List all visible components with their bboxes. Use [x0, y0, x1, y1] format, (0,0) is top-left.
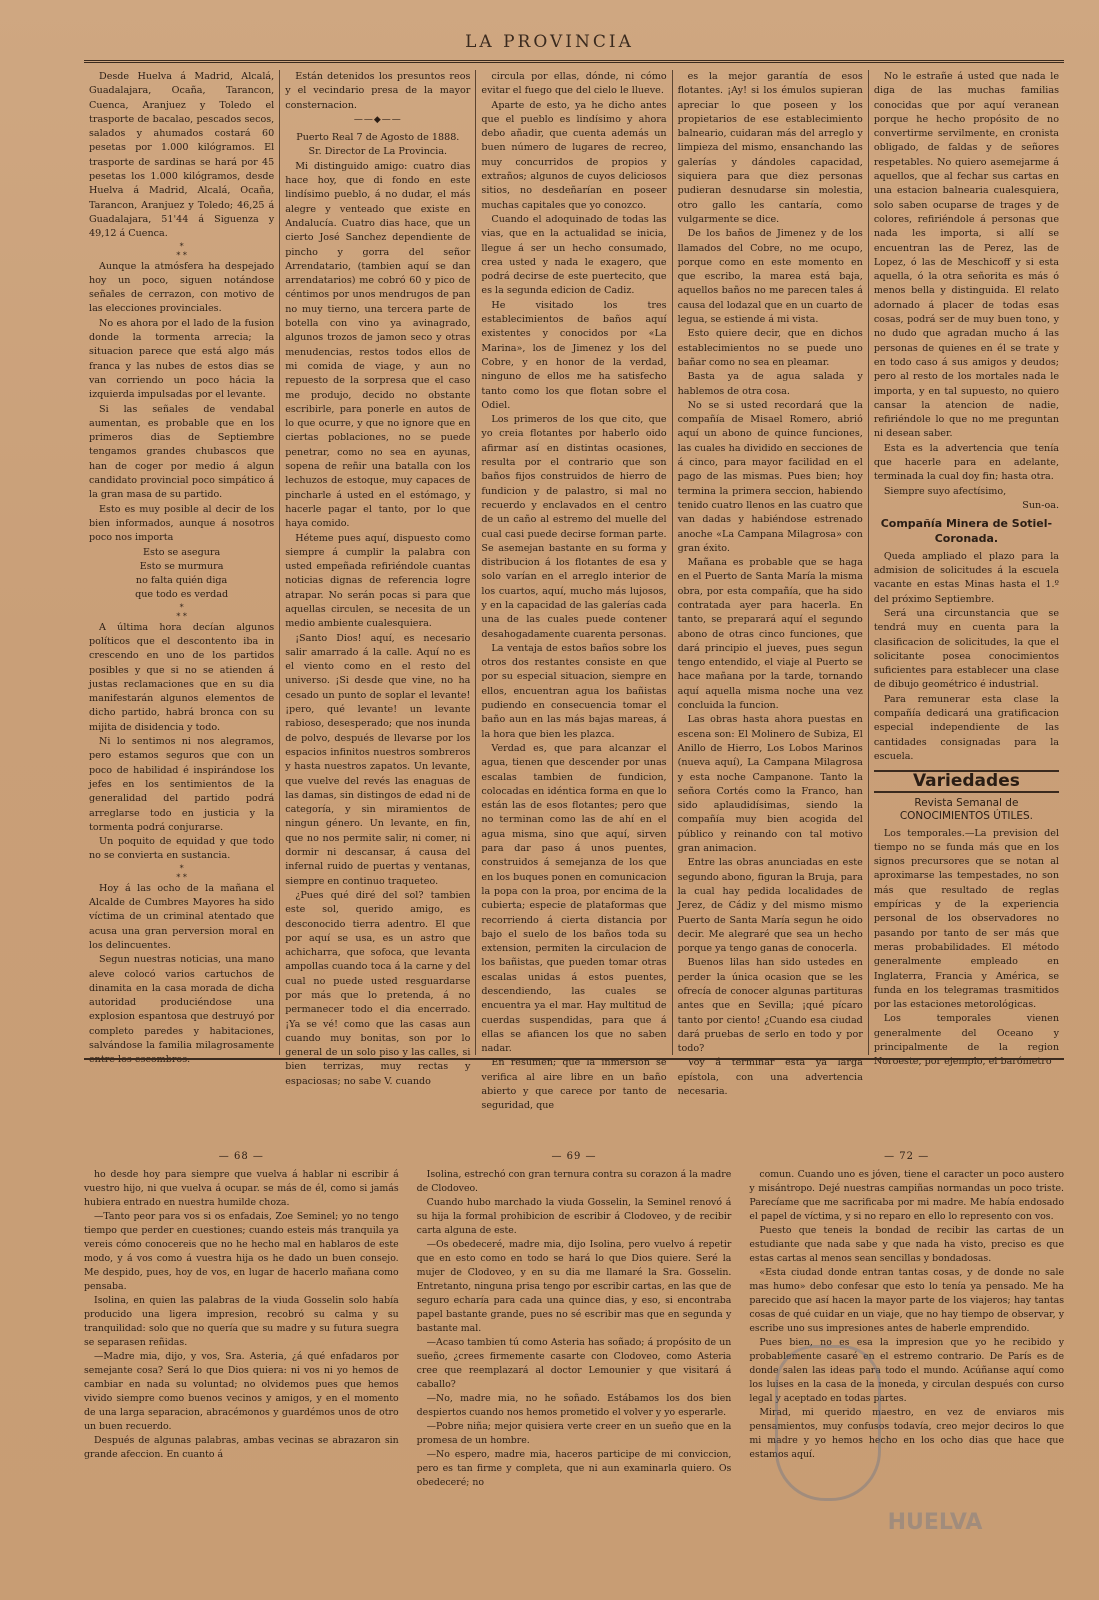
paragraph: No se si usted recordará que la compañía de Misael Romero, abrió aquí un abono de quince funciones, las cuales ha dividido en secciones de á cinco, para mayor facilidad en el pago de las mismas. Pues bien; hoy termina la primera seccion, habiendo tenido cuatro llenos en las cuatro que van dadas y habiéndose estrenado anoche «La Campana Milagrosa» con gran éxito.: [677, 399, 863, 554]
paragraph: Están detenidos los presuntos reos y el vecindario presa de la mayor consternacion.: [285, 71, 471, 111]
asterism: * * *: [176, 241, 187, 260]
folletin-column-1: [84, 1150, 399, 1570]
top-rule: [84, 60, 1064, 63]
paragraph: circula por ellas, dónde, ni cómo evitar el fuego que del cielo le llueve.: [481, 71, 667, 97]
paragraph: Para remunerar esta clase la compañía dedicará una gratificacion especial independiente de las cantidades consignadas para la escuela.: [873, 693, 1060, 762]
paragraph: Un poquito de equidad y que todo no se convierta en sustancia.: [89, 836, 275, 862]
paragraph: Verdad es, que para alcanzar el agua, tienen que descender por unas escalas tambien de fundicion, colocadas en idéntica forma en que lo están las de esos flotantes; pero que no terminan como las de ahí en el agua misma, sino que aquí, sirven para dar paso á unos puentes, construidos á semejanza de los que en los buques ponen en comunicacion la popa con la proa, por encima de la cubierta; especie de plataformas que recorriendo á cierta distancia por bajo el suelo de los baños toda su extension, permiten la circulacion de los bañistas, que pueden tomar otras escalas unidas á estos puentes, descendiendo, las cuales se encuentra ya el mar. Hay multitud de cuerdas suspendidas, para que á ellas se afiancen los que no saben nadar.: [481, 742, 667, 1055]
page-number: — 68 —: [218, 1151, 264, 1162]
paragraph: No es ahora por el lado de la fusion donde la tormenta arrecia; la situacion parece que está algo más franca y las nubes de estos dias se van corriendo un poco hácia la izquierda impulsadas por el levante.: [89, 317, 275, 401]
variedades-heading: Variedades: [874, 770, 1059, 792]
revista-line-2: CONOCIMIENTOS ÚTILES.: [899, 809, 1033, 822]
paragraph: Siempre suyo afectísimo,: [883, 485, 1007, 497]
verse-line: Esto se asegura: [142, 546, 221, 558]
column-3: [475, 70, 671, 1112]
salutation: Sr. Director de La Provincia.: [308, 146, 448, 158]
paragraph: «Esta ciudad donde entran tantas cosas, y de donde no sale mas humo» debo confesar que esto lo tenía ya pensado. Me ha parecido que así hacen la mayor parte de los viajeros; hay tantas cosas de qué cuidar en un viaje, que no hay tiempo de observar, y escribe uno sus impresiones antes de haberle emprendido.: [749, 1267, 1065, 1334]
paragraph: Voy á terminar esta ya larga epístola, con una advertencia necesaria.: [677, 1057, 863, 1098]
paragraph: Mi distinguido amigo: cuatro dias hace hoy, que di fondo en este lindísimo pueblo, á no dudar, el más alegre y venteado que existe en Andalucía. Cuatro dias hace, que un cierto José Sanchez dependiente de pincho y gorra del señor Arrendatario, (tambien aquí se dan arrendatarios) me cobró 60 y pico de céntimos por unos mendrugos de pan no muy tierno, una tercera parte de botella con vino ya avinagrado, algunos trozos de jamon seco y otras menudencias, restos todos ellos de mi comida de viage, y aun no repuesto de la sorpresa que el caso me produjo, decido no obstante escribirle, para ponerle en autos de lo que ocurre, y que no ignore que en ciertas poblaciones, no se puede penetrar, como no sea en ayunas, sopena de reñir una batalla con los lechuzos de estoque, muy capaces de pincharle á usted en el estómago, y hacerle pagar el tanto, por lo que haya comido.: [285, 160, 471, 530]
paragraph: Esta es la advertencia que tenía que hacerle para en adelante, terminada la cual doy fin; hasta otra.: [873, 442, 1060, 483]
paragraph: En resumen; que la inmersion se verifica al aire libre en un baño abierto y que carece por tanto de seguridad, que: [481, 1057, 667, 1112]
paragraph: es la mejor garantía de esos flotantes. ¡Ay! si los émulos supieran apreciar lo que poseen y los propietarios de ese establecimiento balneario, cuidaran más del arreglo y limpieza del mismo, ensanchando las galerías y dándoles capacidad, siquiera para que diez personas pudieran desnudarse sin molestia, otro gallo les cantaría, como vulgarmente se dice.: [677, 71, 863, 225]
paragraph: No le estrañe á usted que nada le diga de las muchas familias conocidas que por aquí veranean porque he hecho propósito de no convertirme servilmente, en cronista obligado, de faldas y de señores respetables. No quiero asemejarme á aquellos, que al fechar sus cartas en una estacion balnearia cualesquiera, solo saben ocuparse de trages y de colores, refiriéndole á personas que nada les importa, si allí se encuentran las de Perez, las de Lopez, ó las de Meschicoff y si esta aquella, ó la otra señorita es más ó menos bella y distinguida. El relato adornado á placer de todas esas cosas, podrá ser de muy buen tono, y no dudo que agradan mucho á las personas de quienes en él se trate y en todo caso á sus amigos y deudos; pero al resto de los mortales nada le importa, y en tal supuesto, no quiero cansar la atencion de nadie, refiriéndole lo que no me preguntan ni desean saber.: [873, 71, 1060, 440]
revista-title: [874, 797, 1059, 823]
paragraph: Buenos lilas han sido ustedes en perder la única ocasion que se les ofrecía de conocer algunas partituras antes que en Sevilla; ¡qué pícaro tanto por ciento! ¿Cuando esa ciudad dará pruebas de serlo en todo y por todo?: [677, 957, 863, 1055]
paragraph: A última hora decían algunos políticos que el descontento iba in crescendo en uno de los partidos posibles y que si no se atienden á justas reclamaciones que en su dia manifestarán algunos elementos de dicho partido, habrá bronca con su mijita de disidencia y todo.: [89, 621, 275, 733]
page-number: — 72 —: [884, 1151, 930, 1162]
dateline: Puerto Real 7 de Agosto de 1888.: [296, 132, 460, 144]
asterism: * * *: [176, 602, 187, 621]
paragraph: Los temporales vienen generalmente del Oceano y principalmente de la region Noroeste, por ejemplo, el barómetro: [873, 1013, 1060, 1068]
paragraph: Aunque la atmósfera ha despejado hoy un poco, siguen notándose señales de cerrazon, con motivo de las elecciones provinciales.: [89, 260, 275, 315]
paragraph: Las obras hasta ahora puestas en escena son: El Molinero de Subiza, El Anillo de Hierro, Los Lobos Marinos (nueva aquí), La Campana Milagrosa y esta noche Campanone. Tanto la señora Cortés como la Franco, han sido aplaudidísimas, siendo la compañía muy bien acogida del público y reinando con tal motivo gran animacion.: [677, 714, 863, 855]
paragraph: ho desde hoy para siempre que vuelva á hablar ni escribir á vuestro hijo, ni que vuelva á ocupar. se más de él, como si jamás hubiera entrado en nuestra humilde choza.: [84, 1169, 399, 1208]
paragraph: —Os obedeceré, madre mia, dijo Isolina, pero vuelvo á repetir que en esto como en todo se hará lo que Dios quiere. Seré la mujer de Clodoveo, y en su dia me llamaré la Sra. Gosselin. Entretanto, ninguna prisa tengo por escribir cartas, en las que de seguro echaría para cada una quince dias, y eso, si encontraba papel bastante grande, pues no sé escribir mas que en segunda y bastante mal.: [416, 1239, 732, 1334]
paragraph: Basta ya de agua salada y hablemos de otra cosa.: [677, 371, 863, 397]
paragraph: Cuando el adoquinado de todas las vias, que en la actualidad se inicia, llegue á ser un hecho consumado, crea usted y nada le exagero, que podrá decirse de este puertecito, que es la segunda edicion de Cadiz.: [481, 213, 667, 297]
paragraph: —Madre mia, dijo, y vos, Sra. Asteria, ¿á qué enfadaros por semejante cosa? Será lo que Dios quiera: ni vos ni yo hemos de cambiar en nada su voluntad; no olvidemos pues que hemos vivido siempre como buenos vecinos y amigos, y en el momento de una larga separacion, abracémonos y guardémos unos de otro un buen recuerdo.: [84, 1351, 399, 1432]
column-1: [84, 70, 279, 1066]
verse-line: que todo es verdad: [135, 589, 229, 601]
paragraph: Después de algunas palabras, ambas vecinas se abrazaron sin grande afeccion. En cuanto á: [84, 1435, 399, 1460]
paragraph: Isolina, estrechó con gran ternura contra su corazon á la madre de Clodoveo.: [416, 1169, 732, 1194]
column-2: [279, 70, 475, 1087]
revista-line-1: Revista Semanal de: [914, 796, 1019, 809]
paragraph: Si las señales de vendabal aumentan, es probable que en los primeros dias de Septiembre tengamos grandes chubascos que han de coger por medio á algun candidato provincial poco simpático á la gran masa de su partido.: [89, 403, 275, 501]
signature: Sun-oa.: [1022, 499, 1060, 511]
paragraph: Pues bien, no es esa la impresion que yo he recibido y probablemente casaré en el estremo contrario. De París es de donde salen las ideas para todo el mundo. Acúñanse aquí como los luises en la casa de la moneda, y circulan después con curso legal y aceptado en todas partes.: [749, 1337, 1065, 1404]
verse-line: Esto se murmura: [139, 560, 224, 572]
watermark-text: HUELVA: [887, 1510, 983, 1535]
paragraph: Hoy á las ocho de la mañana el Alcalde de Cumbres Mayores ha sido víctima de un criminal atentado que acusa una gran perversion moral en los delincuentes.: [89, 882, 275, 951]
paragraph: Entre las obras anunciadas en este segundo abono, figuran la Bruja, para la cual hay pedida localidades de Jerez, de Cádiz y del mismo mismo Puerto de Santa María segun he oido decir. Me alegraré que sea un hecho porque ya tengo ganas de conocerla.: [677, 857, 863, 955]
folletin-column-2: [417, 1150, 732, 1570]
paragraph: Será una circunstancia que se tendrá muy en cuenta para la clasificacion de solicitudes, la que el solicitante posea conocimientos suficientes para establecer una clase de dibujo geométrico é industrial.: [873, 607, 1060, 691]
paragraph: Cuando hubo marchado la viuda Gosselin, la Seminel renovó á su hija la formal prohibicion de escribir á Clodoveo, y de recibir carta alguna de este.: [416, 1197, 732, 1236]
bottom-rule: [84, 1058, 1064, 1060]
verse-line: no falta quién diga: [135, 575, 228, 587]
paragraph: —No, madre mia, no he soñado. Estábamos los dos bien despiertos cuando nos hemos prometido el volver y yo esperarle.: [416, 1393, 732, 1418]
paragraph: Isolina, en quien las palabras de la viuda Gosselin solo había producido una ligera impresion, recobró su calma y su tranquilidad: solo que no quería que su madre y su futura suegra se separasen reñidas.: [84, 1295, 399, 1348]
paragraph: De los baños de Jimenez y de los llamados del Cobre, no me ocupo, porque como en este momento en que escribo, la marea está baja, aquellos baños no me parecen tales á causa del lodazal que en un cuarto de legua, se estiende á mi vista.: [677, 228, 863, 326]
paragraph: Los temporales.—La prevision del tiempo no se funda más que en los signos precursores que se notan al aproximarse las tempestades, no son más que resultado de reglas empíricas y de la experiencia personal de los observadores no pasando por tanto de ser más que meras probabilidades. El método generalmente empleado en Inglaterra, Francia y América, se funda en los telegramas trasmitidos por las estaciones metorológicas.: [873, 827, 1060, 1011]
ornament-divider: ——◆——: [353, 114, 402, 125]
paragraph: Puesto que teneis la bondad de recibir las cartas de un estudiante que nada sabe y que nada ha visto, preciso es que estas cartas al menos sean sencillas y bondadosas.: [749, 1225, 1065, 1264]
folletin-section: [84, 1150, 1064, 1570]
paragraph: Mañana es probable que se haga en el Puerto de Santa María la misma obra, por esta compañía, que ha sido contratada ayer para hacerla. En tanto, se preparará aquí el segundo abono de otras cinco funciones, que dará principio el jueves, pues segun tengo entendido, el viaje al Puerto se hace mañana por la tarde, tornando aquí aquella misma noche una vez concluida la funcion.: [677, 557, 863, 712]
paragraph: La ventaja de estos baños sobre los otros dos restantes consiste en que por su especial situacion, siempre en ellos, encuentran agua los bañistas pudiendo en consecuencia tomar el baño aun en las más bajas mareas, á la hora que bien les plazca.: [481, 642, 667, 740]
paragraph: Mirad, mi querido maestro, en vez de enviaros mis pensamientos, muy confusos todavía, creo mejor deciros lo que mi madre y yo hemos hecho en los ocho dias que hace que estamos aquí.: [749, 1407, 1065, 1460]
paragraph: ¡Santo Dios! aquí, es necesario salir amarrado á la calle. Aquí no es el viento como en el resto del universo. ¡Si desde que vine, no ha cesado un punto de soplar el levante! ¡pero, qué levante! un levante rabioso, desesperado; que nos inunda de polvo, después de llevarse por los espacios infinitos nuestros sombreros y hasta nuestros zapatos. Un levante, que vuelve del revés las enaguas de las damas, sin distingos de edad ni de categoría, y sin miramientos de ningun género. Un levante, en fin, que no nos permite salir, ni comer, ni dormir ni descansar, á causa del infernal ruido de puertas y ventanas, siempre en continuo traqueteo.: [285, 632, 471, 887]
paragraph: Héteme pues aquí, dispuesto como siempre á cumplir la palabra con usted empeñada refiriéndole cuantas noticias dignas de referencia logre atrapar. No serán pocas si para que aquellas circulen, se necesita de un medio ambiente cualesquiera.: [285, 532, 471, 630]
paragraph: He visitado los tres establecimientos de baños aquí existentes y conocidos por «La Marina», los de Jimenez y los del Cobre, y en honor de la verdad, ninguno de ellos me ha satisfecho tanto como los que flotan sobre el Odiel.: [481, 299, 667, 411]
upper-columns: [84, 70, 1064, 1112]
paragraph: —Pobre niña; mejor quisiera verte creer en un sueño que en la promesa de un hombre.: [416, 1421, 732, 1446]
paragraph: —Tanto peor para vos si os enfadais, Zoe Seminel; yo no tengo tiempo que perder en cuestiones; cuando esteis más tranquila ya vereis cómo conocereis que no he hecho mal en hablaros de este modo, y á vos como á vuestra hija os he dado un buen consejo. Me despido, pues, hoy de vos, en lugar de hacerlo mañana como pensaba.: [84, 1211, 399, 1292]
paragraph: Esto quiere decir, que en dichos establecimientos no se puede uno bañar como no sea en pleamar.: [677, 328, 863, 368]
column-4: [672, 70, 868, 1098]
paragraph: ¿Pues qué diré del sol? tambien este sol, querido amigo, es desconocido tierra adentro. El que por aquí se usa, es un astro que achicharra, que sofoca, que levanta ampollas cuando toca á la carne y del cual no puede usted resguardarse por más que lo pretenda, á no permanecer todo el dia encerrado. ¡Ya se vé! como que las casas aun cuando muy bonitas, son por lo general de un solo piso y las calles, si bien terrizas, muy rectas y espaciosas; no sabe V. cuando: [285, 889, 471, 1087]
paragraph: comun. Cuando uno es jóven, tiene el caracter un poco austero y misántropo. Dejé nuestras campiñas normandas un poco triste. Parecíame que me sacrificaba por mi madre. Me había endosado el papel de víctima, y si no reparo en ello lo represento con vos.: [749, 1169, 1065, 1222]
column-5: [868, 70, 1064, 1068]
paragraph: Queda ampliado el plazo para la admision de solicitudes á la escuela vacante en estas Minas hasta el 1.º del próximo Septiembre.: [873, 550, 1060, 605]
paragraph: Segun nuestras noticias, una mano aleve colocó varios cartuchos de dinamita en la casa morada de dicha autoridad produciéndose una explosion espantosa que destruyó por completo paredes y habitaciones, salvándose la familia milagrosamente entre los escombros.: [89, 954, 275, 1066]
asterism: * * *: [176, 863, 187, 882]
paragraph: —Acaso tambien tú como Asteria has soñado; á propósito de un sueño, ¿crees firmemente casarte con Clodoveo, como Asteria cree que reemplazará al doctor Lemounier y que visitará á caballo?: [416, 1337, 732, 1390]
watermark-seal: [775, 1345, 881, 1501]
paragraph: Los primeros de los que cito, que yo creia flotantes por haberlo oido afirmar así en distintas ocasiones, resulta por el contrario que son baños fijos construidos de hierro de fundicion y de palastro, si mal no recuerdo y enclavados en el centro de un caño al estremo del muelle del cual casi puede decirse forman parte. Se asemejan bastante en su forma y distribucion á los flotantes de esa y solo varían en el arreglo interior de los cuartos, aquí, mucho más lujosos, y en la capacidad de las galerías cada una de las cuales puede contener desahogadamente cuarenta personas.: [481, 414, 667, 640]
paragraph: Aparte de esto, ya he dicho antes que el pueblo es lindísimo y ahora debo añadir, que cuenta además un buen número de lugares de recreo, muy concurridos de propios y extraños; algunos de cuyos deliciosos sitios, no desdeñarían en poseer muchas capitales que yo conozco.: [481, 99, 667, 211]
paragraph: Ni lo sentimos ni nos alegramos, pero estamos seguros que con un poco de habilidad é inspirándose los jefes en los sentimientos de la generalidad del partido podrá arreglarse todo en justicia y la tormenta podrá conjurarse.: [89, 736, 275, 833]
paragraph: Esto es muy posible al decir de los bien informados, aunque á nosotros poco nos importa: [89, 503, 275, 544]
masthead: LA PROVINCIA: [465, 32, 634, 52]
paragraph: —No espero, madre mia, haceros participe de mi conviccion, pero es tan firme y completa, que ni aun examinarla quiero. Os obedeceré; no: [416, 1449, 732, 1488]
page-number: — 69 —: [551, 1151, 597, 1162]
section-heading: Compañía Minera de Sotiel-Coronada.: [880, 517, 1053, 545]
paragraph: Desde Huelva á Madrid, Alcalá, Guadalajara, Ocaña, Tarancon, Cuenca, Aranjuez y Toledo el trasporte de bacalao, pescados secos, salados y ahumados costará 60 pesetas por 1.000 kilógramos. El trasporte de sardinas se hará por 45 pesetas los 1.000 kilógramos, desde Huelva á Madrid, Alcalá, Ocaña, Tarancon, Aranjuez y Toledo; 46,25 á Guadalajara, 51'44 á Siguenza y 49,12 á Cuenca.: [89, 71, 275, 240]
